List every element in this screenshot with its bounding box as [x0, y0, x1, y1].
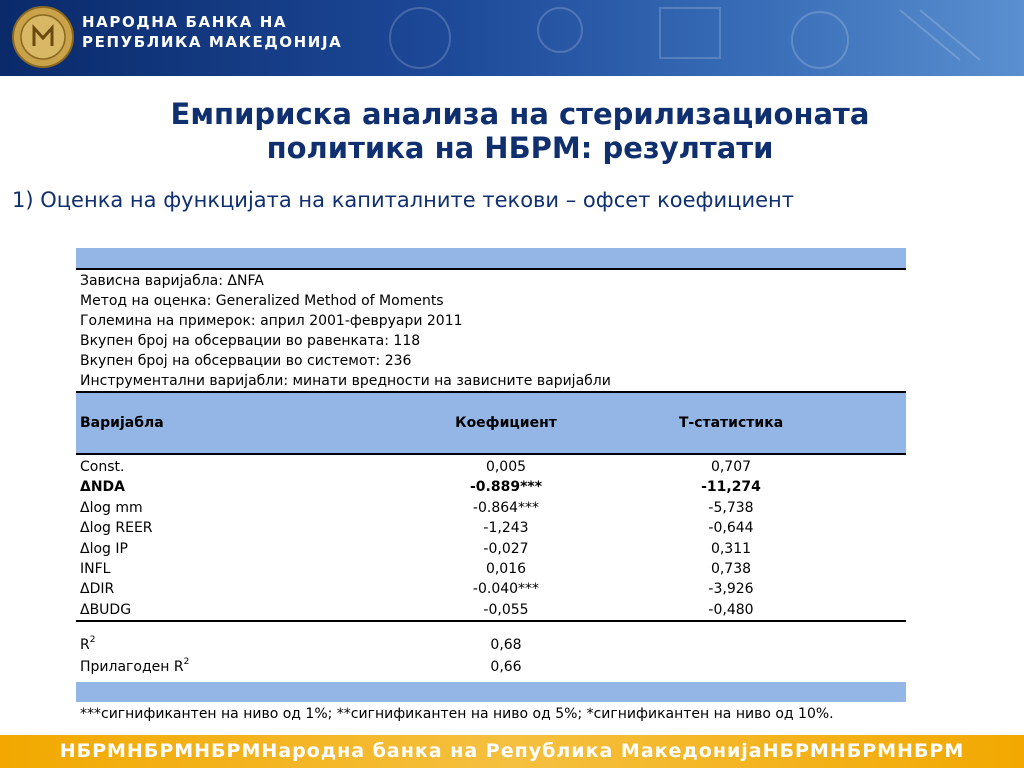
cell-variable: ΔBUDG: [80, 601, 132, 618]
decorative-pattern: [300, 0, 1024, 76]
header-banner: [0, 0, 1024, 76]
slide-title-line2: политика на НБРМ: резултати: [266, 131, 774, 165]
adjusted-r-squared-sup: 2: [183, 657, 190, 668]
table-row: [76, 579, 906, 599]
cell-tstat: -0,480: [708, 601, 754, 618]
cell-coef: -0.889***: [469, 479, 543, 496]
adjusted-r-squared-value: 0,66: [490, 659, 522, 676]
slide-subtitle: 1) Оценка на функцијата на капиталните текови – офсет коефициент: [12, 188, 794, 212]
table-row: [76, 477, 906, 497]
cell-coef: 0,016: [485, 560, 527, 577]
info-line: Метод на оценка: Generalized Method of Moments: [80, 293, 444, 309]
r-squared-value: 0,68: [490, 637, 522, 654]
cell-variable: Const.: [80, 459, 125, 475]
table-row: [76, 457, 906, 477]
info-line: Зависна варијабла: ΔNFA: [80, 273, 264, 289]
footer-right: НБРМНБРМНБРМ: [762, 740, 965, 762]
info-line: Вкупен број на обсервации во системот: 236: [80, 353, 412, 369]
info-line: Вкупен број на обсервации во равенката: 118: [80, 333, 421, 349]
fit-statistics: [76, 622, 906, 678]
bank-name-line1: НАРОДНА БАНКА НА: [82, 13, 288, 31]
footer-middle: Народна банка на Република Македонија: [261, 740, 763, 762]
table-row: [76, 559, 906, 579]
coefficient-rows: [76, 455, 906, 622]
cell-variable: Δlog REER: [80, 520, 153, 537]
r-squared-label: [76, 634, 356, 656]
cell-tstat: -0,644: [708, 520, 754, 537]
cell-tstat: -3,926: [708, 581, 754, 598]
cell-tstat: 0,738: [710, 560, 752, 577]
slide-title-line1: Емпириска анализа на стерилизационата: [170, 97, 870, 131]
cell-coef: 0,005: [485, 459, 527, 475]
adjusted-r-squared-label: [76, 656, 356, 678]
cell-variable: ΔNDA: [80, 479, 126, 496]
significance-footnote: ***сигнификантен на ниво од 1%; **сигнификантен на ниво од 5%; *сигнификантен на ниво од 10%.: [80, 706, 834, 723]
bank-seal-icon: [12, 6, 74, 68]
table-row: [76, 600, 906, 620]
cell-tstat: 0,311: [710, 540, 752, 557]
cell-coef: -0.864***: [472, 499, 540, 516]
col-header-tstat: Т-статистика: [678, 415, 784, 431]
r-squared-row: [76, 634, 906, 656]
table-row: [76, 539, 906, 559]
cell-coef: -0,027: [483, 540, 529, 557]
cell-tstat: -5,738: [708, 499, 754, 516]
adjusted-r-squared-row: [76, 656, 906, 678]
cell-variable: Δlog IP: [80, 540, 128, 557]
bank-name-line2: РЕПУБЛИКА МАКЕДОНИЈА: [82, 33, 343, 51]
table-bottom-band: [76, 682, 906, 702]
info-line: Големина на примерок: април 2001-февруари 2011: [80, 313, 463, 329]
cell-tstat: 0,707: [710, 459, 752, 475]
footer-left: НБРМНБРМНБРМ: [59, 740, 262, 762]
estimation-info: [76, 270, 906, 393]
col-header-coefficient: Коефициент: [455, 415, 557, 431]
column-header-row: [76, 393, 906, 455]
table-row: [76, 498, 906, 518]
results-table: [76, 248, 906, 726]
cell-coef: -0.040***: [472, 581, 540, 598]
r-squared-text: R: [80, 637, 90, 654]
cell-variable: Δlog mm: [80, 499, 143, 516]
bank-name: [82, 12, 342, 52]
table-top-band: [76, 248, 906, 270]
cell-variable: INFL: [80, 560, 111, 577]
cell-coef: -0,055: [483, 601, 529, 618]
footer-banner: [0, 735, 1024, 768]
info-line: Инструментални варијабли: минати вредности на зависните варијабли: [80, 373, 611, 389]
cell-tstat: -11,274: [701, 479, 761, 496]
cell-variable: ΔDIR: [80, 581, 115, 598]
col-header-variable: Варијабла: [80, 415, 164, 431]
adjusted-r-squared-text: Прилагоден R: [80, 659, 184, 676]
table-row: [76, 518, 906, 538]
slide-title: [0, 97, 1024, 165]
r-squared-sup: 2: [89, 635, 96, 646]
cell-coef: -1,243: [483, 520, 529, 537]
